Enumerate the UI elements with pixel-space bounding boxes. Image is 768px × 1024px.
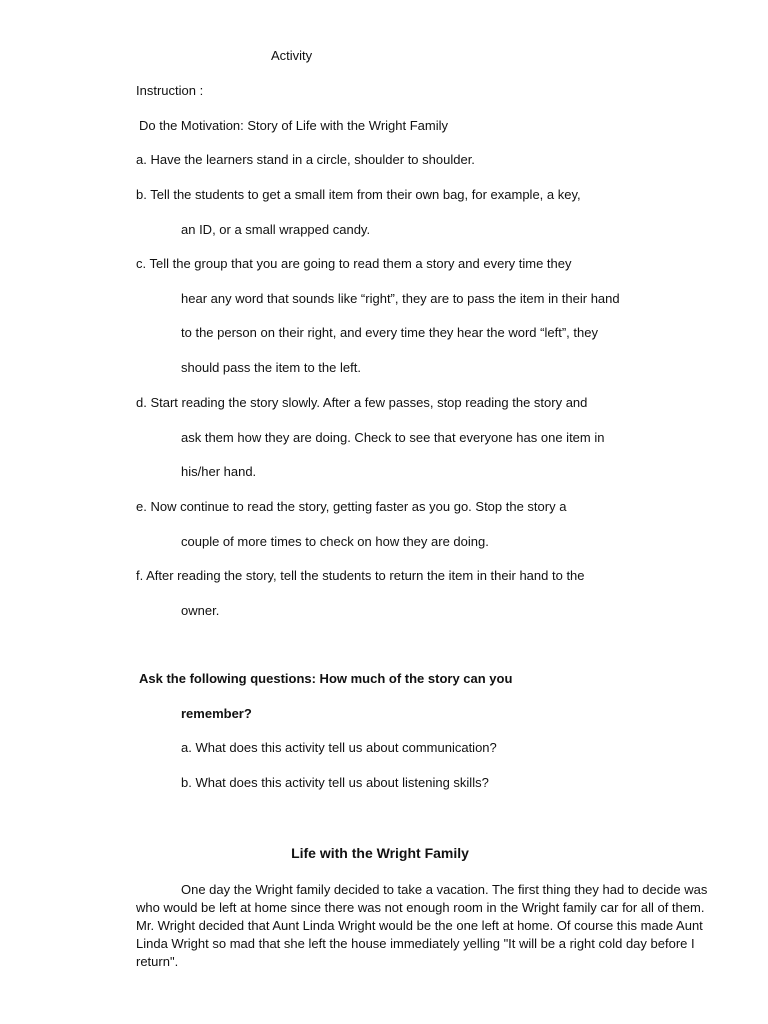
step-b-line-2: an ID, or a small wrapped candy.: [181, 222, 371, 237]
step-c-line-4: should pass the item to the left.: [181, 360, 361, 375]
step-c-line-1: c. Tell the group that you are going to read them a story and every time they: [136, 256, 572, 271]
step-d-line-1: d. Start reading the story slowly. After a few passes, stop reading the story and: [136, 395, 588, 410]
questions-intro-line-2: remember?: [181, 706, 252, 721]
story-title: Life with the Wright Family: [291, 845, 469, 861]
step-a-line-1: a. Have the learners stand in a circle, shoulder to shoulder.: [136, 152, 475, 167]
instruction-label: Instruction :: [136, 83, 204, 98]
step-c-line-2: hear any word that sounds like “right”, they are to pass the item in their hand: [181, 291, 620, 306]
story-body: [136, 881, 712, 971]
step-e-line-2: couple of more times to check on how they are doing.: [181, 534, 489, 549]
story-paragraph: One day the Wright family decided to take a vacation. The first thing they had to decide was who would be left at home since there was not enough room in the Wright family car for all of them. Mr. Wright decided that Aunt Linda Wright would be the one left at home. Of course this made Aunt Linda Wright so mad that she left the house immediately yelling "It will be a right cold day before I return".: [136, 882, 708, 969]
question-a: a. What does this activity tell us about communication?: [181, 740, 497, 755]
step-c-line-3: to the person on their right, and every time they hear the word “left”, they: [181, 325, 598, 340]
step-f-line-2: owner.: [181, 603, 220, 618]
step-d-line-3: his/her hand.: [181, 464, 257, 479]
questions-intro-line-1: Ask the following questions: How much of the story can you: [139, 671, 513, 686]
motivation-line: Do the Motivation: Story of Life with the Wright Family: [139, 118, 448, 133]
question-b: b. What does this activity tell us about listening skills?: [181, 775, 489, 790]
step-b-line-1: b. Tell the students to get a small item from their own bag, for example, a key,: [136, 187, 581, 202]
step-f-line-1: f. After reading the story, tell the students to return the item in their hand to the: [136, 568, 585, 583]
document-heading: Activity: [271, 48, 313, 63]
step-e-line-1: e. Now continue to read the story, getting faster as you go. Stop the story a: [136, 499, 567, 514]
step-d-line-2: ask them how they are doing. Check to see that everyone has one item in: [181, 430, 605, 445]
